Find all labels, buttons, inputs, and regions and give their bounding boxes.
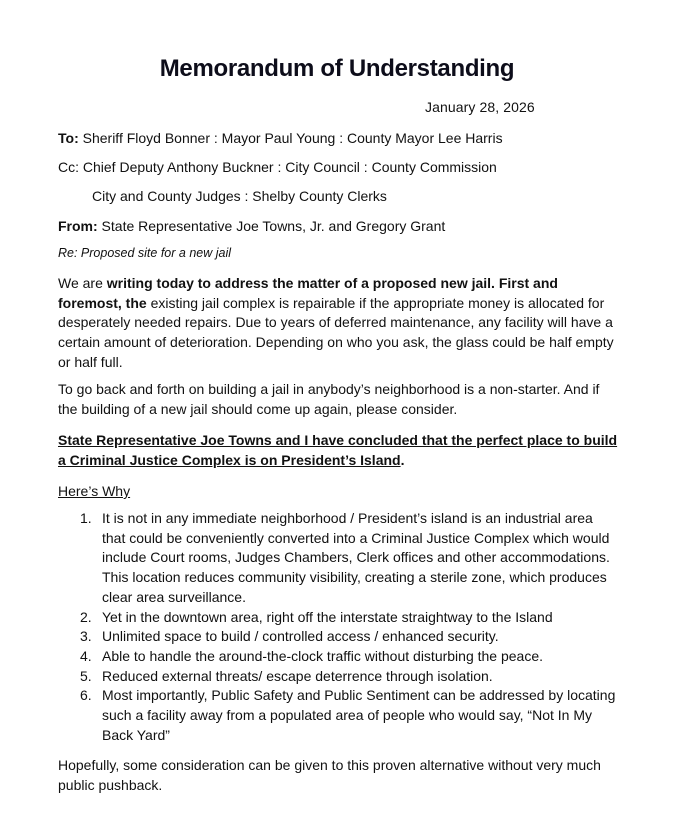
reasons-list: [58, 509, 618, 745]
list-item: [58, 647, 618, 667]
list-item: [58, 627, 618, 647]
list-text: It is not in any immediate neighborhood / President’s island is an industrial area that could be conveniently converted into a Criminal Justice Complex which would include Court rooms, Judges Chambers, Clerk offices and other accommodations. This location reduces community visibility, creating a sterile zone, which produces clear area surveillance.: [102, 510, 610, 605]
reasons-heading: Here’s Why: [58, 483, 131, 499]
from-senders: State Representative Joe Towns, Jr. and Gregory Grant: [97, 218, 446, 234]
second-paragraph: To go back and forth on building a jail in anybody’s neighborhood is a non-starter. And if the building of a new jail should come up again, please consider.: [58, 381, 600, 417]
conclusion-period: .: [400, 451, 405, 468]
cc-recipients: Chief Deputy Anthony Buckner : City Council : County Commission: [79, 159, 497, 175]
cc-line: [58, 157, 497, 177]
re-subject: Re: Proposed site for a new jail: [58, 246, 232, 260]
cc-label: Cc:: [58, 159, 79, 175]
list-item: [58, 667, 618, 687]
closing-paragraph: Hopefully, some consideration can be given to this proven alternative without very much public pushback.: [58, 757, 601, 793]
to-recipients: Sheriff Floyd Bonner : Mayor Paul Young : County Mayor Lee Harris: [78, 130, 503, 146]
from-line: [58, 216, 445, 236]
intro-lead: We are: [58, 275, 107, 291]
list-item: [58, 608, 618, 628]
intro-paragraph: [58, 274, 618, 373]
intro-bold: writing today to address the matter of a proposed new jail. First and foremost, the: [58, 275, 558, 311]
list-number: 6.: [80, 687, 92, 704]
list-number: 2.: [80, 608, 92, 625]
list-text: Most importantly, Public Safety and Public Sentiment can be addressed by locating such a facility away from a populated area of people who would say, “Not In My Back Yard”: [102, 687, 616, 743]
list-number: 3.: [80, 628, 92, 645]
conclusion-underlined: State Representative Joe Towns and I have concluded that the perfect place to build a Criminal Justice Complex is on President’s Island: [58, 432, 618, 468]
list-text: Able to handle the around-the-clock traffic without disturbing the peace.: [102, 647, 544, 664]
conclusion-statement: [58, 431, 618, 470]
list-text: Yet in the downtown area, right off the interstate straightway to the Island: [102, 608, 553, 625]
list-number: 5.: [80, 667, 92, 684]
list-item: [58, 509, 618, 608]
from-label: From:: [58, 218, 98, 234]
memo-date: January 28, 2026: [425, 99, 535, 115]
list-number: 1.: [80, 510, 92, 526]
intro-rest: existing jail complex is repairable if the appropriate money is allocated for desperately needed repairs. Due to years of deferred maintenance, any facility will have a certain amount of deterioration. Depending on who you ask, the glass could be half empty or half full.: [58, 294, 614, 370]
list-number: 4.: [80, 647, 92, 664]
to-label: To:: [58, 130, 79, 146]
cc-continuation: City and County Judges : Shelby County Clerks: [92, 188, 387, 204]
document-title: Memorandum of Understanding: [159, 55, 515, 82]
list-text: Unlimited space to build / controlled access / enhanced security.: [102, 628, 499, 645]
list-item: [58, 686, 618, 745]
to-line: [58, 128, 503, 148]
list-text: Reduced external threats/ escape deterrence through isolation.: [102, 667, 493, 684]
